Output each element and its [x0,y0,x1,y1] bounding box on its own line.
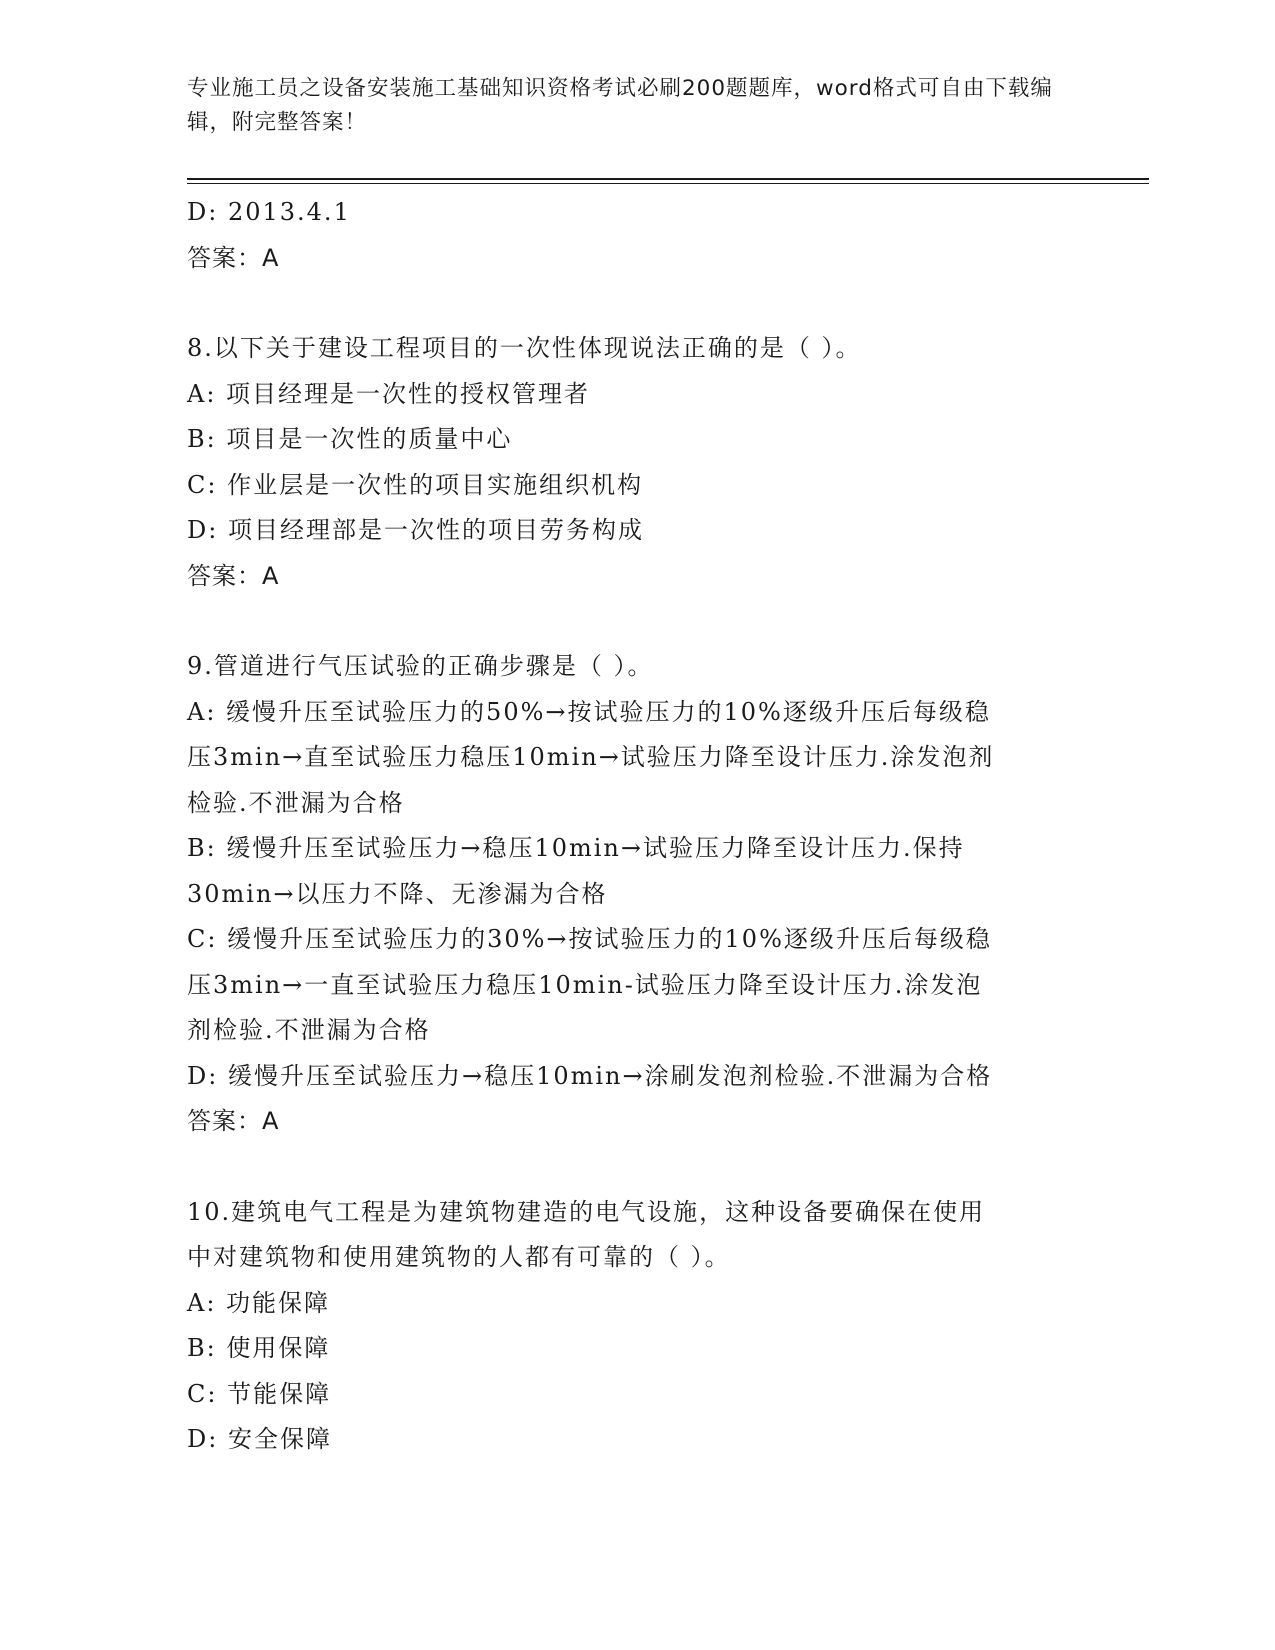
option-c-line-1: C: 缓慢升压至试验压力的30%→按试验压力的10%逐级升压后每级稳 [187,925,992,953]
header-rule-thin [187,183,1149,184]
option-c: C: 节能保障 [187,1379,332,1408]
question-7-tail [187,190,1087,281]
option-a: A: 项目经理是一次性的授权管理者 [187,379,591,408]
option-d: D: 安全保障 [187,1425,332,1453]
option-d: D: 项目经理部是一次性的项目劳务构成 [187,516,644,544]
spacer [187,599,1087,644]
option-c: C: 作业层是一次性的项目实施组织机构 [187,470,644,499]
option-b-line-1: B: 缓慢升压至试验压力→稳压10min→试验压力降至设计压力.保持 [187,834,965,862]
option-b: B: 项目是一次性的质量中心 [187,425,513,453]
question-text-line-2: 中对建筑物和使用建筑物的人都有可靠的（ ）。 [187,1243,731,1271]
option-c-line-2: 压3min→一直至试验压力稳压10min-试验压力降至设计压力.涂发泡 [187,970,983,999]
document-header: 专业施工员之设备安装施工基础知识资格考试必刷200题题库，word格式可自由下载编辑，附完整答案！ [187,76,1053,135]
question-text: 9.管道进行气压试验的正确步骤是（ ）。 [187,652,654,680]
question-8 [187,326,1087,599]
question-9 [187,644,1087,1145]
option-c-line-3: 剂检验.不泄漏为合格 [187,1016,431,1044]
option-b-line-2: 30min→以压力不降、无渗漏为合格 [187,879,608,908]
option-a-line-1: A: 缓慢升压至试验压力的50%→按试验压力的10%逐级升压后每级稳 [187,697,991,726]
option-d: D: 缓慢升压至试验压力→稳压10min→涂刷发泡剂检验.不泄漏为合格 [187,1061,993,1090]
spacer [187,1145,1087,1190]
question-text: 8.以下关于建设工程项目的一次性体现说法正确的是（ ）。 [187,334,862,362]
document-content [187,190,1087,1463]
question-10 [187,1190,1087,1463]
option-b: B: 使用保障 [187,1334,331,1362]
option-a-line-2: 压3min→直至试验压力稳压10min→试验压力降至设计压力.涂发泡剂 [187,743,995,771]
option-a-line-3: 检验.不泄漏为合格 [187,788,405,817]
option-d: D: 2013.4.1 [187,198,351,226]
answer: 答案：A [187,243,280,272]
answer: 答案：A [187,561,280,590]
option-a: A: 功能保障 [187,1288,331,1317]
header-rule-thick [187,178,1149,180]
spacer [187,281,1087,326]
question-text-line-1: 10.建筑电气工程是为建筑物建造的电气设施，这种设备要确保在使用 [187,1197,986,1226]
answer: 答案：A [187,1107,280,1135]
